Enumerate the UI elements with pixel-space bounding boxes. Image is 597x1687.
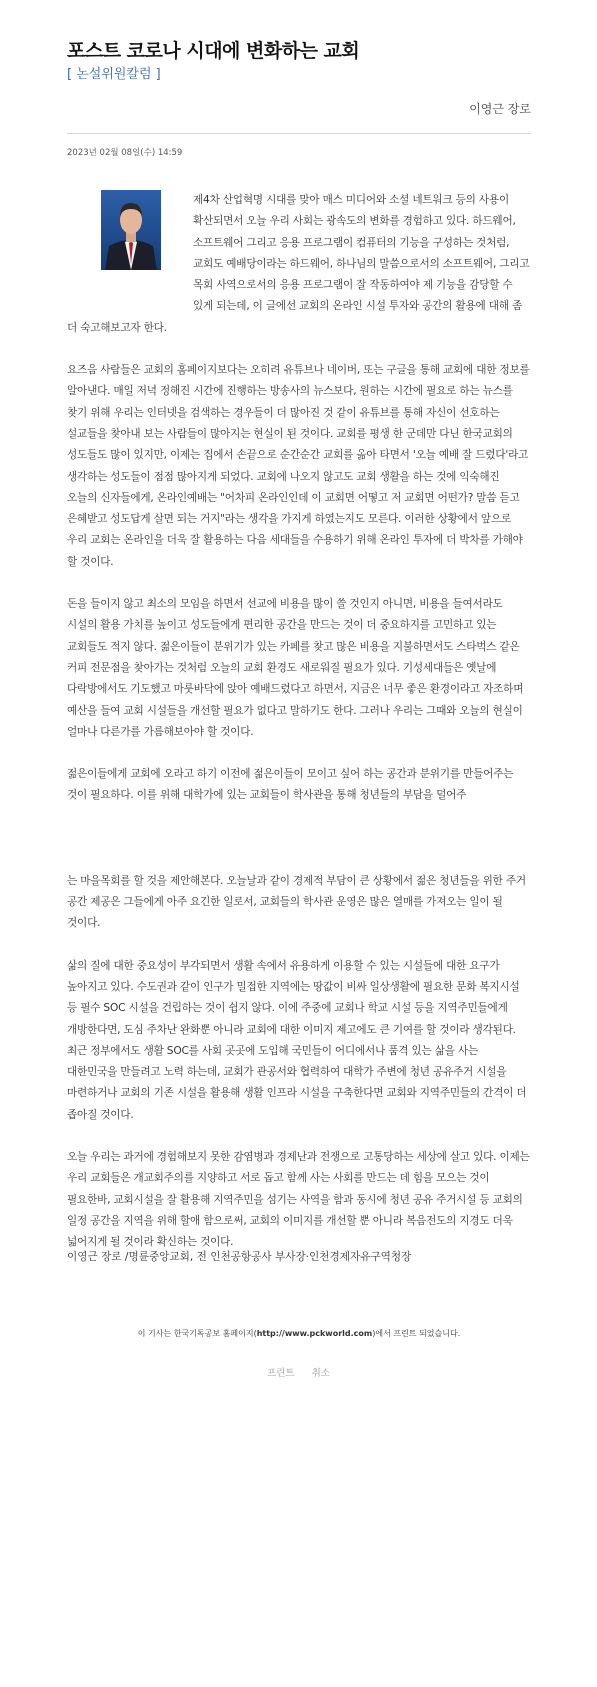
paragraph-gap: [67, 573, 531, 594]
article-title: 포스트 코로나 시대에 변화하는 교회: [67, 40, 360, 62]
author-byline: 이영근 장로: [469, 102, 531, 116]
article-paragraph: 제4차 산업혁명 시대를 맞아 매스 미디어와 소셜 네트워크 등의 사용이 확산되면서 오늘 우리 사회는 광속도의 변화를 경험하고 있다. 하드웨어, 소프트웨어 그리고 응용 프로그램이 컴퓨터의 기능을 구성하는 것처럼, 교회도 예배당이라는 하드웨어, 하나님의 말씀으로서의 소프트웨어, 그리고 목회 사역으로서의 응용 프로그램이 잘 작동하여야 제 기능을 감당할 수 있게 되는데, 이 글에선 교회의 온라인 시설 투자와 공간의 활용에 대해 좀 더 숙고해보고자 한다.: [67, 194, 530, 334]
header-divider: [67, 133, 531, 134]
article-paragraph: 요즈음 사람들은 교회의 홈페이지보다는 오히려 유튜브나 네이버, 또는 구글을 통해 교회에 대한 정보를 알아낸다. 매일 저녁 정해진 시간에 진행하는 방송사의 뉴스보다, 원하는 시간에 필요로 하는 뉴스를 찾기 위해 우리는 인터넷을 검색하는 경우들이 더 많아진 것 같이 유튜브를 통해 자신이 선호하는 설교들을 찾아내 보는 사람들이 많아지는 현실이 된 것이다. 교회를 평생 한 군데만 다닌 한국교회의 성도들도 많이 있지만, 이제는 집에서 손끝으로 순간순간 교회를 옮아 타면서 '오늘 예배 잘 드렸다'라고 생각하는 성도들이 점점 많아지게 되었다. 교회에 나오지 않고도 교회 생활을 하는 것에 익숙해진 오늘의 신자들에게, 온라인예배는 "어차피 온라인인데 이 교회면 어떻고 저 교회면 어떤가? 말씀 듣고 은혜받고 성도답게 살면 되는 거지"라는 생각을 가지게 하였는지도 모른다. 이러한 상황에서 앞으로 우리 교회는 온라인을 더욱 잘 활용하는 다음 세대들을 수용하기 위해 온라인 투자에 더 박차를 가해야 할 것이다.: [67, 364, 530, 568]
author-signature: 이영근 장로 /명륜중앙교회, 전 인천공항공사 부사장·인천경제자유구역청장: [67, 1251, 412, 1263]
paragraph-gap: [67, 339, 531, 360]
section-label: [ 논설위원칼럼 ]: [67, 67, 161, 82]
page-break-gap: [67, 807, 531, 871]
article-paragraph: 삶의 질에 대한 중요성이 부각되면서 생활 속에서 유용하게 이용할 수 있는 시설들에 대한 요구가 높아지고 있다. 수도권과 같이 인구가 밀접한 지역에는 땅값이 비싸 일상생활에 필요한 문화 복지시설 등 필수 SOC 시설을 건립하는 것이 쉽지 않다. 이에 주중에 교회나 학교 시설 등을 지역주민들에게 개방한다면, 도심 주차난 완화뿐 아니라 교회에 대한 이미지 제고에도 큰 기여를 할 것이라 생각된다. 최근 정부에서도 생활 SOC를 사회 곳곳에 도입해 국민들이 어디에서나 품격 있는 삶을 사는 대한민국을 만들려고 노력 하는데, 교회가 관공서와 협력하여 대학가 주변에 청년 공유주거 시설을 마련하거나 교회의 기존 시설을 활용해 생활 인프라 시설을 구축한다면 교회와 지역주민들의 간격이 더 좁아질 것이다.: [67, 959, 527, 1121]
paragraph-gap: [67, 743, 531, 764]
paragraph-gap: [67, 935, 531, 956]
print-button[interactable]: 프린트: [267, 1368, 295, 1379]
print-actions: [0, 1367, 597, 1381]
print-note-prefix: 이 기사는 한국기독공보 홈페이지(: [137, 1329, 257, 1338]
print-note-url: http://www.pckworld.com: [256, 1329, 373, 1338]
article-paragraph: 는 마을목회를 할 것을 제안해본다. 오늘날과 같이 경제적 부담이 큰 상황에서 젊은 청년들을 위한 주거 공간 제공은 그들에게 아주 요긴한 일로서, 교회들의 학사관 운영은 많은 열매를 가져오는 일이 될 것이다.: [67, 874, 526, 930]
article-body: [67, 190, 531, 1253]
publish-date: 2023년 02월 08일(수) 14:59: [67, 148, 183, 158]
print-source-note: [67, 1328, 531, 1340]
photo-spacer: [67, 190, 193, 300]
paragraph-gap: [67, 1126, 531, 1147]
article-paragraph: 오늘 우리는 과거에 경험해보지 못한 감염병과 경제난과 전쟁으로 고통당하는 세상에 살고 있다. 이제는 우리 교회들은 개교회주의를 지양하고 서로 돕고 함께 사는 사회를 만드는 데 힘을 모으는 것이 필요한바, 교회시설을 잘 활용해 지역주민을 섬기는 사역을 함과 동시에 청년 공유 주거시설 등 교회의 일정 공간을 지역을 위해 할애 함으로써, 교회의 이미지를 개선할 뿐 아니라 복음전도의 지경도 더욱 넓어지게 될 것이라 확신하는 것이다.: [67, 1150, 530, 1249]
article-paragraph: 돈을 들이지 않고 최소의 모임을 하면서 선교에 비용을 많이 쓸 것인지 아니면, 비용을 들여서라도 시설의 활용 가치를 높이고 성도들에게 편리한 공간을 만드는 것이 더 중요하지를 고민하고 있는 교회들도 적지 않다. 젊은이들이 분위기가 있는 카페를 찾고 많은 비용을 지불하면서도 스타벅스 같은 커피 전문점을 찾아가는 것처럼 오늘의 교회 환경도 새로워질 필요가 있다. 기성세대들은 옛날에 다락방에서도 기도했고 마룻바닥에 앉아 예배드렸다고 하면서, 지금은 너무 좋은 환경이라고 자조하며 예산을 들여 교회 시설들을 개선할 필요가 없다고 말하기도 한다. 그러나 우리는 그때와 오늘의 현실이 얼마나 다른가를 가름해보아야 할 것이다.: [67, 598, 524, 738]
print-note-suffix: )에서 프린트 되었습니다.: [372, 1329, 461, 1338]
article-paragraph: 젊은이들에게 교회에 오라고 하기 이전에 젊은이들이 모이고 싶어 하는 공간과 분위기를 만들어주는 것이 필요하다. 이를 위해 대학가에 있는 교회들이 학사관을 통해 청년들의 부담을 덜어주: [67, 768, 514, 802]
cancel-button[interactable]: 취소: [311, 1368, 330, 1379]
